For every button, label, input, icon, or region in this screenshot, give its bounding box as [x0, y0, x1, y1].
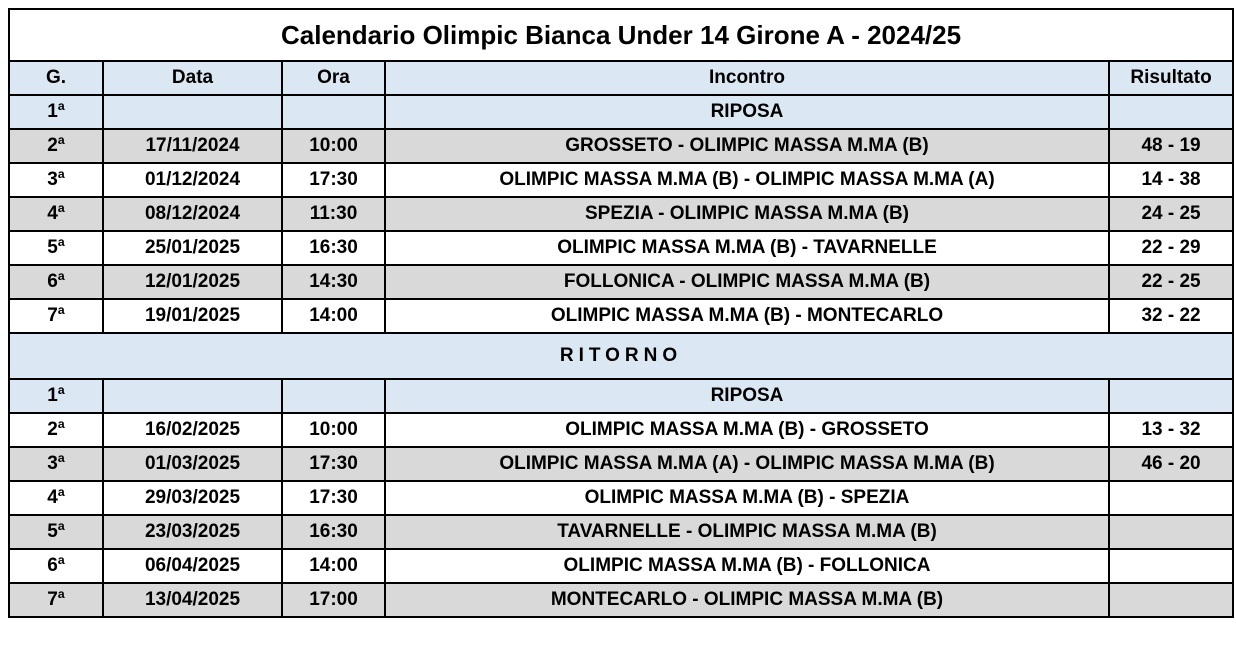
table-row [9, 95, 1233, 129]
cell-risultato [1109, 379, 1233, 413]
cell-data: 06/04/2025 [103, 549, 282, 583]
column-header-risultato: Risultato [1109, 61, 1233, 95]
cell-giornata: 2ª [9, 413, 103, 447]
cell-incontro: RIPOSA [385, 95, 1109, 129]
table-title: Calendario Olimpic Bianca Under 14 Girone A - 2024/25 [9, 9, 1233, 61]
cell-giornata: 4ª [9, 481, 103, 515]
table-row [9, 379, 1233, 413]
cell-giornata: 6ª [9, 549, 103, 583]
cell-risultato: 22 - 25 [1109, 265, 1233, 299]
table-row [9, 265, 1233, 299]
cell-incontro: OLIMPIC MASSA M.MA (B) - TAVARNELLE [385, 231, 1109, 265]
cell-risultato [1109, 583, 1233, 617]
cell-risultato: 24 - 25 [1109, 197, 1233, 231]
table-row [9, 231, 1233, 265]
cell-ora: 14:30 [282, 265, 385, 299]
cell-ora [282, 95, 385, 129]
cell-giornata: 1ª [9, 95, 103, 129]
cell-ora: 17:30 [282, 163, 385, 197]
cell-risultato [1109, 481, 1233, 515]
cell-risultato: 14 - 38 [1109, 163, 1233, 197]
cell-data: 25/01/2025 [103, 231, 282, 265]
cell-ora: 14:00 [282, 299, 385, 333]
cell-ora: 10:00 [282, 413, 385, 447]
table-row [9, 299, 1233, 333]
cell-incontro: RIPOSA [385, 379, 1109, 413]
cell-incontro: OLIMPIC MASSA M.MA (B) - MONTECARLO [385, 299, 1109, 333]
cell-giornata: 2ª [9, 129, 103, 163]
cell-giornata: 7ª [9, 583, 103, 617]
cell-giornata: 7ª [9, 299, 103, 333]
cell-incontro: OLIMPIC MASSA M.MA (A) - OLIMPIC MASSA M.MA (B) [385, 447, 1109, 481]
cell-ora: 17:30 [282, 447, 385, 481]
cell-data: 17/11/2024 [103, 129, 282, 163]
cell-incontro: OLIMPIC MASSA M.MA (B) - SPEZIA [385, 481, 1109, 515]
cell-data: 29/03/2025 [103, 481, 282, 515]
cell-incontro: TAVARNELLE - OLIMPIC MASSA M.MA (B) [385, 515, 1109, 549]
cell-data [103, 379, 282, 413]
cell-ora: 10:00 [282, 129, 385, 163]
table-row [9, 481, 1233, 515]
cell-ora: 16:30 [282, 515, 385, 549]
table-row [9, 549, 1233, 583]
cell-ora: 16:30 [282, 231, 385, 265]
cell-risultato [1109, 515, 1233, 549]
cell-data: 12/01/2025 [103, 265, 282, 299]
cell-risultato: 48 - 19 [1109, 129, 1233, 163]
cell-incontro: MONTECARLO - OLIMPIC MASSA M.MA (B) [385, 583, 1109, 617]
table-row [9, 447, 1233, 481]
cell-risultato [1109, 549, 1233, 583]
cell-data [103, 95, 282, 129]
column-header-incontro: Incontro [385, 61, 1109, 95]
cell-incontro: FOLLONICA - OLIMPIC MASSA M.MA (B) [385, 265, 1109, 299]
cell-data: 01/12/2024 [103, 163, 282, 197]
cell-risultato [1109, 95, 1233, 129]
table-row [9, 413, 1233, 447]
section-label-ritorno: RITORNO [9, 333, 1233, 379]
column-header-giornata: G. [9, 61, 103, 95]
cell-incontro: OLIMPIC MASSA M.MA (B) - GROSSETO [385, 413, 1109, 447]
table-row [9, 129, 1233, 163]
cell-data: 23/03/2025 [103, 515, 282, 549]
table-row [9, 163, 1233, 197]
table-row [9, 583, 1233, 617]
title-row [9, 9, 1233, 61]
cell-data: 16/02/2025 [103, 413, 282, 447]
cell-giornata: 3ª [9, 447, 103, 481]
cell-giornata: 1ª [9, 379, 103, 413]
cell-incontro: OLIMPIC MASSA M.MA (B) - OLIMPIC MASSA M.MA (A) [385, 163, 1109, 197]
cell-data: 01/03/2025 [103, 447, 282, 481]
cell-ora: 17:00 [282, 583, 385, 617]
cell-risultato: 46 - 20 [1109, 447, 1233, 481]
cell-incontro: OLIMPIC MASSA M.MA (B) - FOLLONICA [385, 549, 1109, 583]
cell-ora [282, 379, 385, 413]
cell-incontro: SPEZIA - OLIMPIC MASSA M.MA (B) [385, 197, 1109, 231]
cell-risultato: 13 - 32 [1109, 413, 1233, 447]
cell-ora: 11:30 [282, 197, 385, 231]
cell-giornata: 5ª [9, 515, 103, 549]
cell-ora: 17:30 [282, 481, 385, 515]
table-row [9, 197, 1233, 231]
section-row-ritorno [9, 333, 1233, 379]
cell-giornata: 3ª [9, 163, 103, 197]
column-header-ora: Ora [282, 61, 385, 95]
cell-data: 13/04/2025 [103, 583, 282, 617]
cell-data: 19/01/2025 [103, 299, 282, 333]
calendar-table [8, 8, 1234, 618]
cell-giornata: 5ª [9, 231, 103, 265]
cell-incontro: GROSSETO - OLIMPIC MASSA M.MA (B) [385, 129, 1109, 163]
table-row [9, 515, 1233, 549]
column-header-data: Data [103, 61, 282, 95]
cell-giornata: 6ª [9, 265, 103, 299]
cell-data: 08/12/2024 [103, 197, 282, 231]
cell-giornata: 4ª [9, 197, 103, 231]
cell-risultato: 32 - 22 [1109, 299, 1233, 333]
header-row [9, 61, 1233, 95]
cell-risultato: 22 - 29 [1109, 231, 1233, 265]
cell-ora: 14:00 [282, 549, 385, 583]
